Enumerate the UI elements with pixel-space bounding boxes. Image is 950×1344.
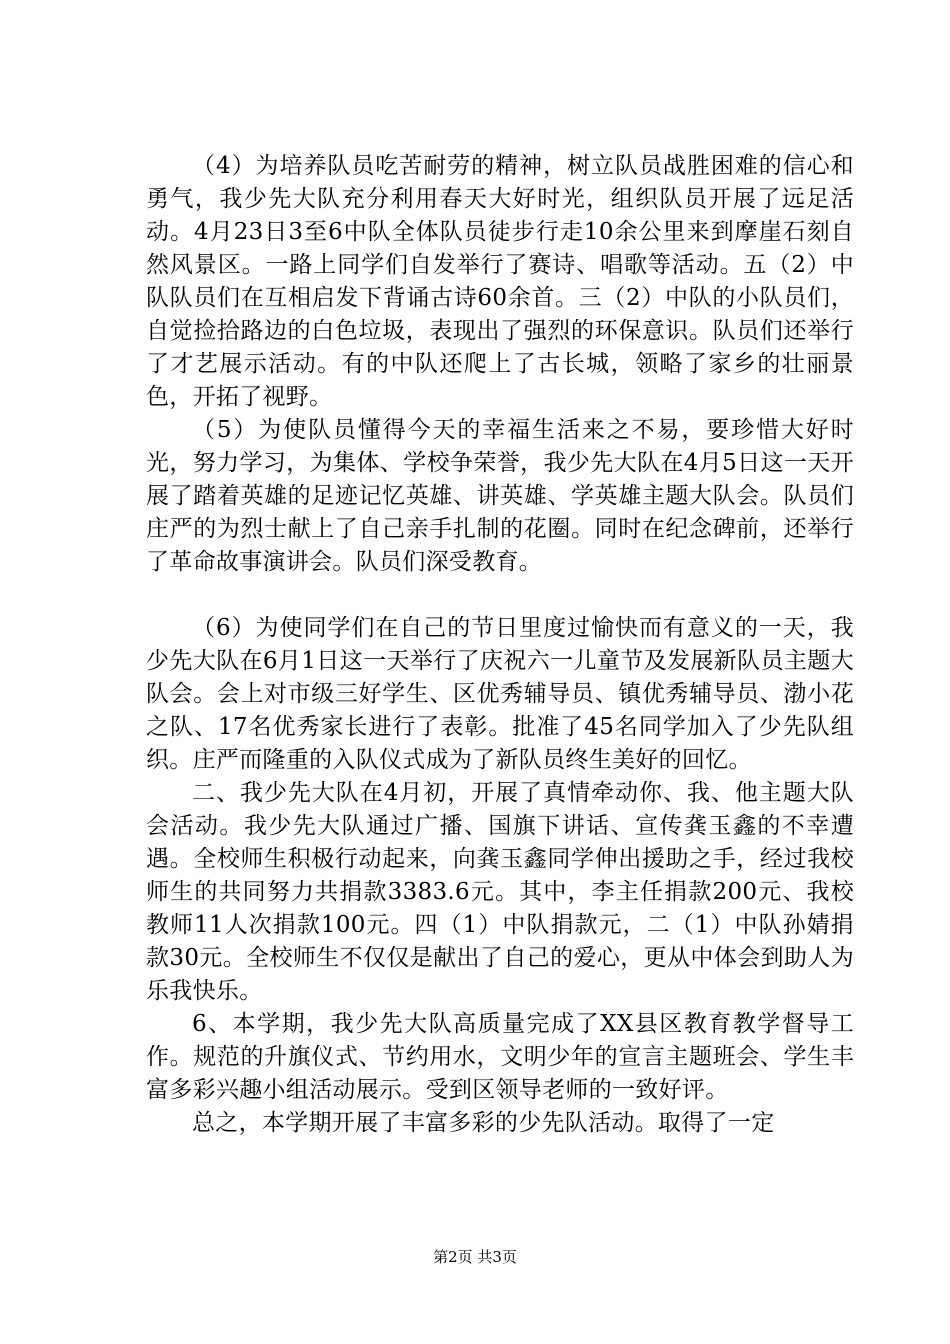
paragraph-childrens-day: （6）为使同学们在自己的节日里度过愉快而有意义的一天，我少先大队在6月1日这一天举行了庆祝六一儿童节及发展新队员主题大队会。会上对市级三好学生、区优秀辅导员、镇优秀辅导员、渤小花之队、17名优秀家长进行了表彰。批准了45名同学加入了少先队组织。庄严而隆重的入队仪式成为了新队员终生美好的回忆。 [146, 615, 854, 773]
paragraph-donation-activity: 二、我少先大队在4月初，开展了真情牵动你、我、他主题大队会活动。我少先大队通过广播、国旗下讲话、宣传龚玉鑫的不幸遭遇。全校师生积极行动起来，向龚玉鑫同学伸出援助之手，经过我校师生的共同努力共捐款3383.6元。其中，李主任捐款200元、我校教师11人次捐款100元。四（1）中队捐款元，二（1）中队孙婧捐款30元。全校师生不仅仅是献出了自己的爱心，更从中体会到助人为乐我快乐。 [146, 780, 854, 1004]
page-number-footer: 第2页 共3页 [433, 1248, 517, 1266]
paragraph-hiking-activity: （4）为培养队员吃苦耐劳的精神，树立队员战胜困难的信心和勇气，我少先大队充分利用春天大好时光，组织队员开展了远足活动。4月23日3至6中队全体队员徒步行走10余公里来到摩崖石刻自然风景区。一路上同学们自发举行了赛诗、唱歌等活动。五（2）中队队员们在互相启发下背诵古诗60余首。三（2）中队的小队员们，自觉捡拾路边的白色垃圾，表现出了强烈的环保意识。队员们还举行了才艺展示活动。有的中队还爬上了古长城，领略了家乡的壮丽景色，开拓了视野。 [146, 153, 854, 410]
paragraph-summary: 总之，本学期开展了丰富多彩的少先队活动。取得了一定 [192, 1110, 775, 1136]
document-body [146, 150, 854, 1140]
paragraph-hero-memorial: （5）为使队员懂得今天的幸福生活来之不易，要珍惜大好时光，努力学习，为集体、学校争荣誉，我少先大队在4月5日这一天开展了踏着英雄的足迹记忆英雄、讲英雄、学英雄主题大队会。队员们庄严的为烈士献上了自己亲手扎制的花圈。同时在纪念碑前，还举行了革命故事演讲会。队员们深受教育。 [146, 417, 854, 575]
paragraph-inspection-work: 6、本学期，我少先大队高质量完成了XX县区教育教学督导工作。规范的升旗仪式、节约用水，文明少年的宣言主题班会、学生丰富多彩兴趣小组活动展示。受到区领导老师的一致好评。 [146, 1011, 854, 1103]
